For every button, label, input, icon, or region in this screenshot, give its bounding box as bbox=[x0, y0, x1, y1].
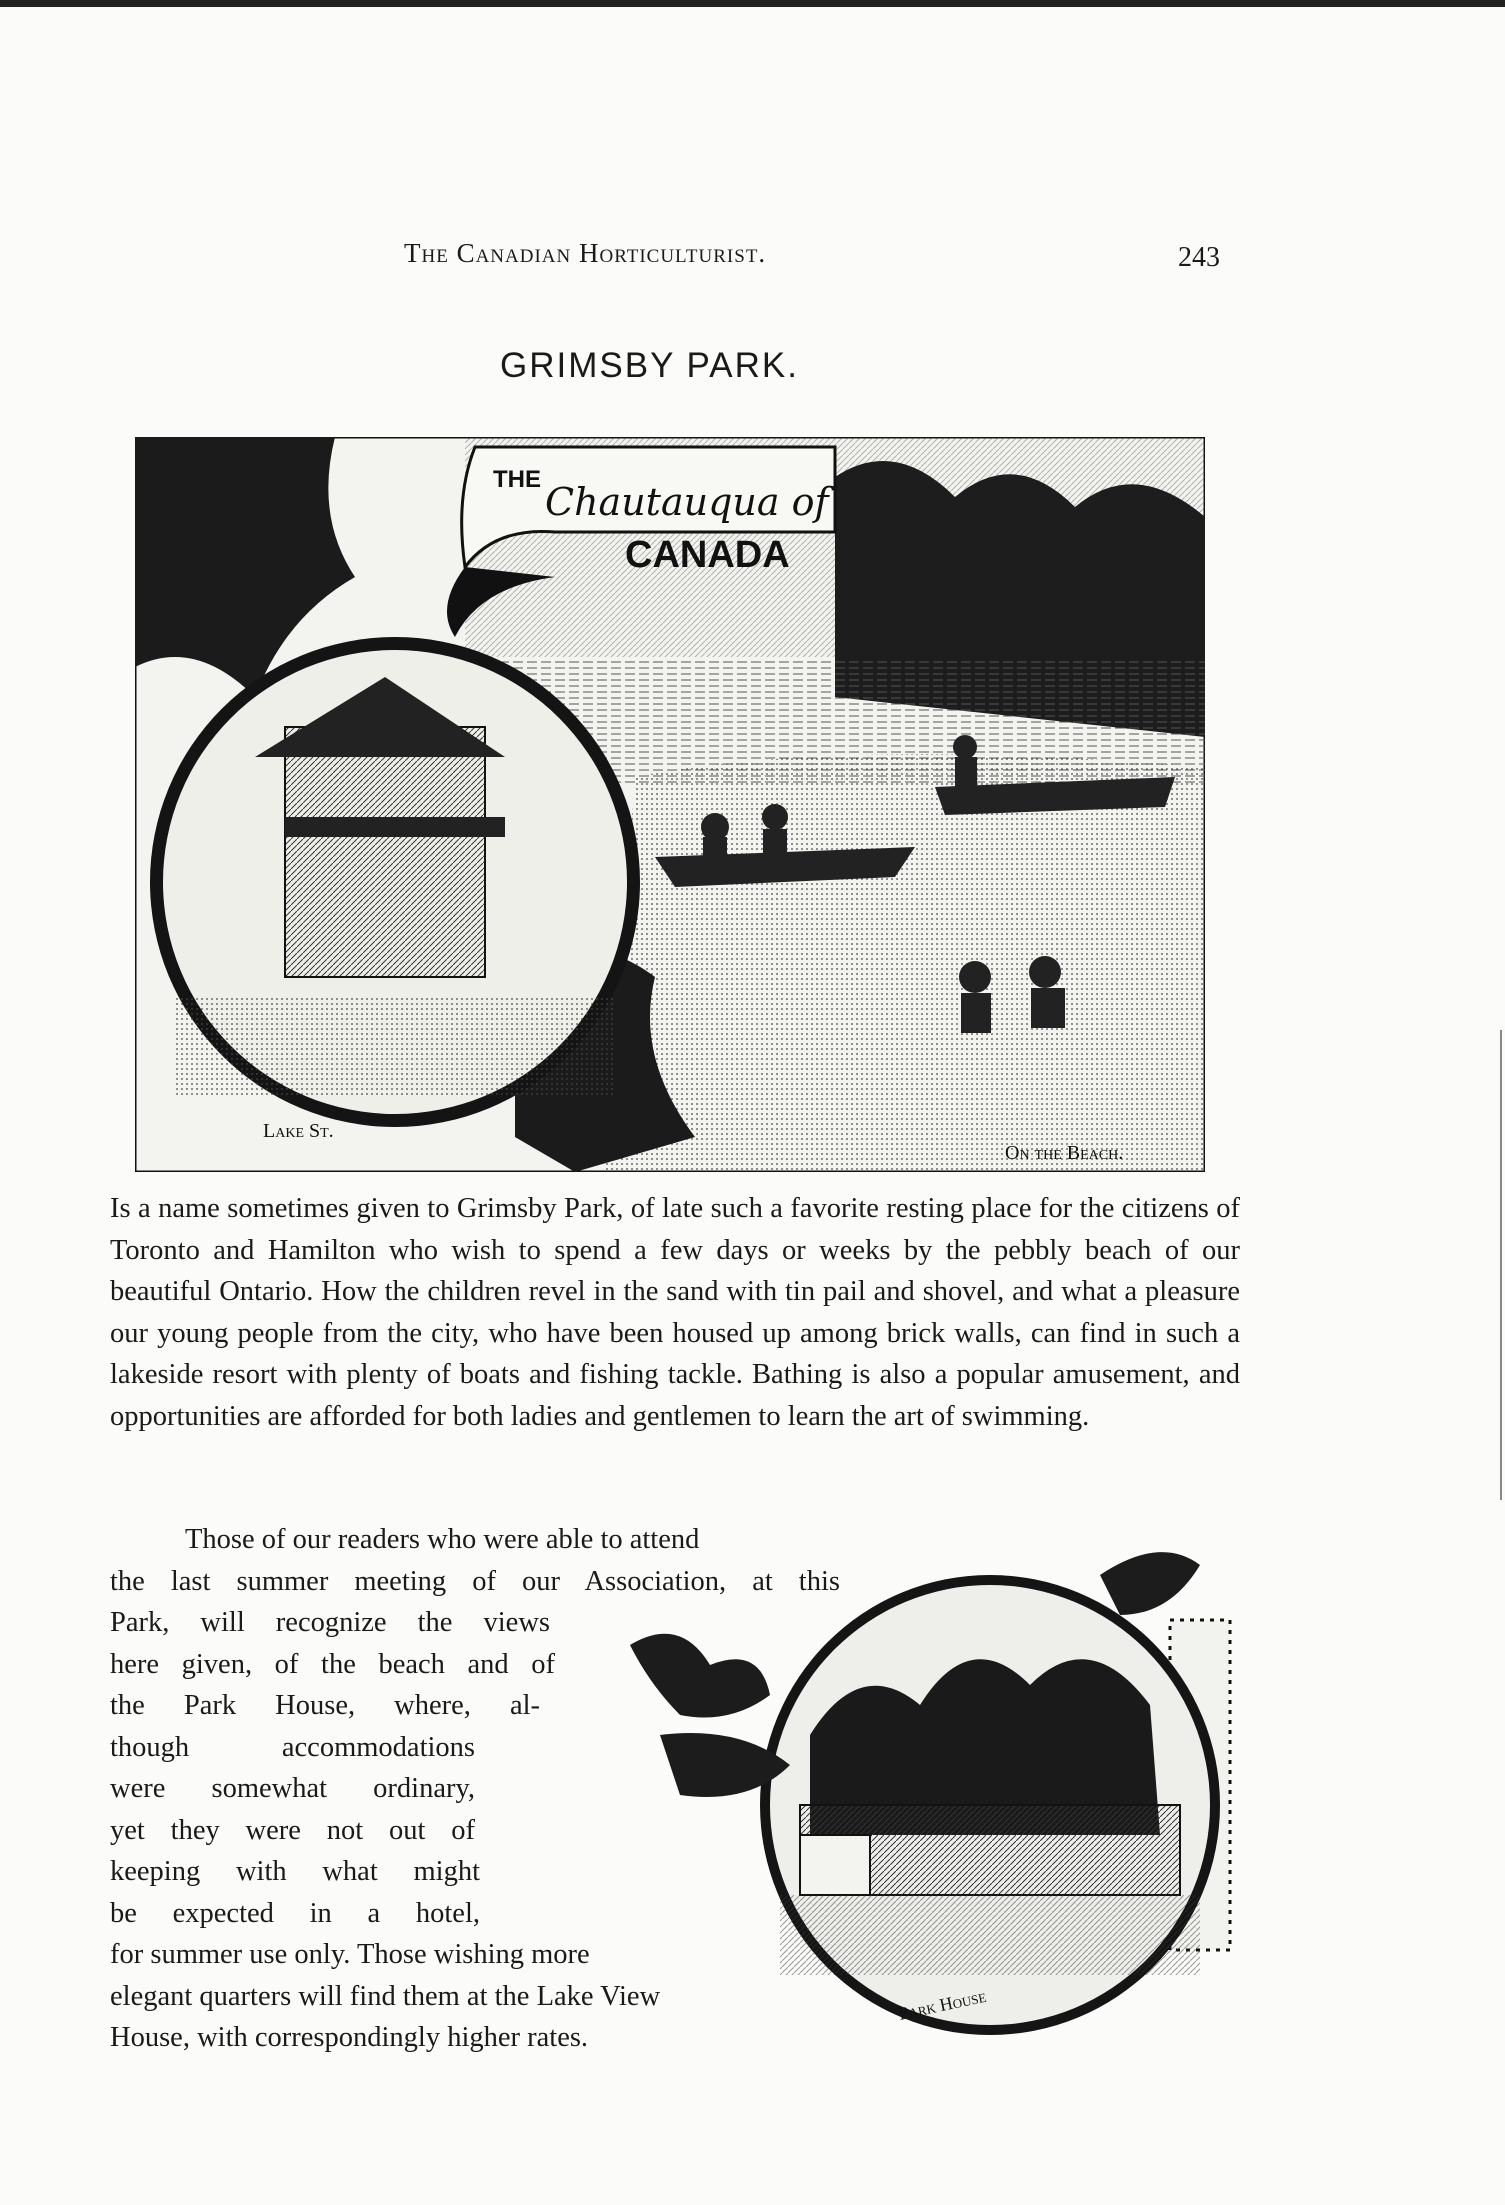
paragraph-2-line: House, with correspondingly higher rates. bbox=[110, 2022, 589, 2053]
paragraph-2-line: keeping with what might bbox=[110, 1856, 480, 1887]
label-park-house: Park House bbox=[896, 1985, 988, 2024]
top-border-rule bbox=[0, 0, 1505, 7]
label-on-the-beach: On the Beach. bbox=[1005, 1142, 1124, 1164]
banner-script: Chautauqua of bbox=[545, 480, 829, 524]
paragraph-2-line: be expected in a hotel, bbox=[110, 1897, 480, 1929]
paragraph-2-line: for summer use only. Those wishing more bbox=[110, 1939, 590, 1970]
margin-rule bbox=[1500, 1030, 1502, 1500]
page-number: 243 bbox=[1178, 242, 1220, 273]
park-house-engraving bbox=[560, 1535, 1240, 2045]
paragraph-2-line: elegant quarters will find them at the Lake View bbox=[110, 1980, 661, 2012]
banner-canada: CANADA bbox=[625, 534, 790, 576]
paragraph-2-line: here given, of the beach and of bbox=[110, 1648, 555, 1680]
running-title: The Canadian Horticulturist. bbox=[404, 238, 767, 268]
chautauqua-engraving bbox=[135, 437, 1205, 1172]
banner-the: THE bbox=[493, 466, 541, 493]
paragraph-2-line: were somewhat ordinary, bbox=[110, 1773, 475, 1804]
paragraph-2-line: the Park House, where, al- bbox=[110, 1690, 540, 1721]
paragraph-2-line: Park, will recognize the views bbox=[110, 1607, 550, 1638]
article-title: GRIMSBY PARK. bbox=[500, 346, 799, 385]
paragraph-1: Is a name sometimes given to Grimsby Park, of late such a favorite resting place for the citizens of Toronto and Hamilton who wish to spend a few days or weeks by the pebbly beach of our beautiful Ontario. How the children revel in the sand with tin pail and shovel, and what a pleasure our young people from the city, who have been housed up among brick walls, can find in such a lakeside resort with plenty of boats and fishing tackle. Bathing is also a popular amusement, and opportunities are afforded for both ladies and gentlemen to learn the art of swimming. bbox=[110, 1193, 1240, 1432]
paragraph-2-line: yet they were not out of bbox=[110, 1814, 475, 1846]
label-lake-st: Lake St. bbox=[263, 1120, 334, 1142]
paragraph-2-line: though accommodations bbox=[110, 1731, 475, 1763]
paragraph-2-line: Those of our readers who were able to attend bbox=[185, 1524, 700, 1555]
paragraph-2-line: the last summer meeting of our Association, at this bbox=[110, 1565, 840, 1597]
